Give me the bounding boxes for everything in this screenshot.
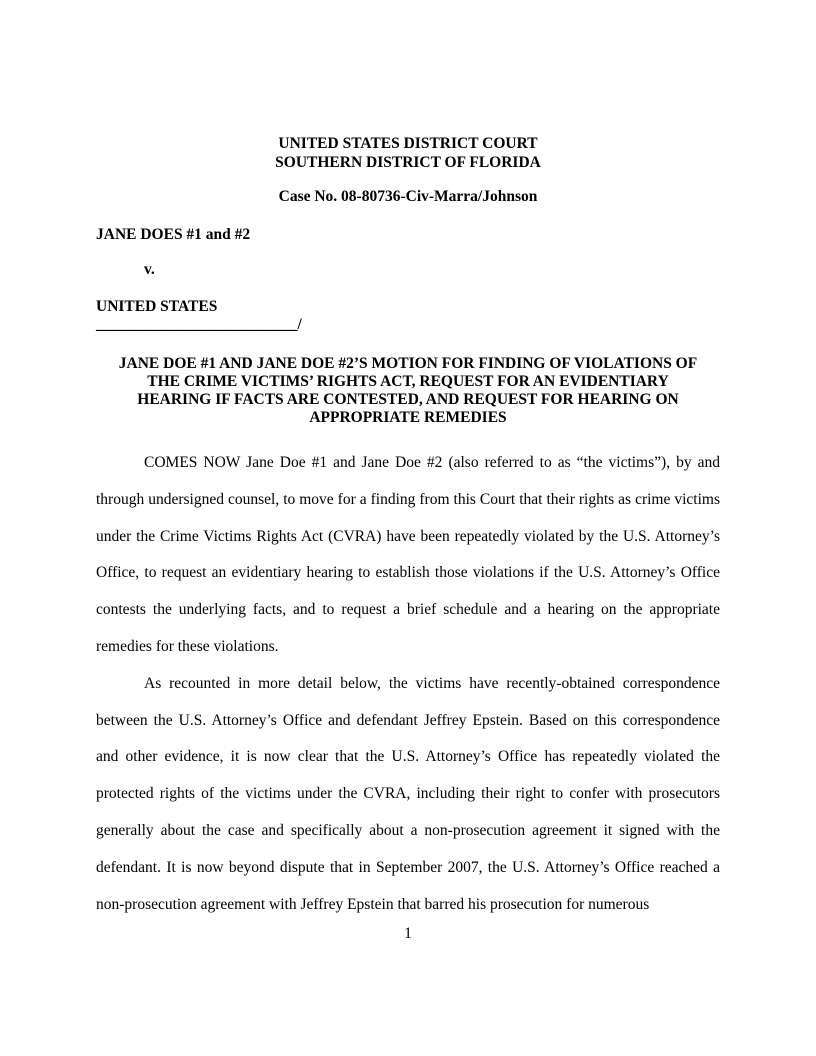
court-heading: [0, 134, 816, 172]
motion-title-line: THE CRIME VICTIMS’ RIGHTS ACT, REQUEST FOR AN EVIDENTIARY: [147, 373, 669, 390]
page-number: 1: [404, 925, 412, 942]
motion-title: [96, 355, 720, 427]
case-number: Case No. 08-80736-Civ-Marra/Johnson: [278, 188, 538, 205]
motion-body: [96, 445, 720, 923]
body-paragraph: COMES NOW Jane Doe #1 and Jane Doe #2 (also referred to as “the victims”), by and through undersigned counsel, to move for a finding from this Court that their rights as crime victims under the Crime Victims Rights Act (CVRA) have been repeatedly violated by the U.S. Attorney’s Office, to request an evidentiary hearing to establish those violations if the U.S. Attorney’s Office contests the underlying facts, and to request a brief schedule and a hearing on the appropriate remedies for these violations.: [96, 454, 720, 655]
caption-signature-line: __________________________/: [96, 316, 302, 333]
versus: v.: [144, 261, 155, 278]
court-name: UNITED STATES DISTRICT COURT: [278, 135, 538, 152]
court-district: SOUTHERN DISTRICT OF FLORIDA: [275, 154, 541, 171]
body-paragraph: As recounted in more detail below, the victims have recently-obtained correspondence between the U.S. Attorney’s Office and defendant Jeffrey Epstein. Based on this correspondence and other evidence, it is now clear that the U.S. Attorney’s Office has repeatedly violated the protected rights of the victims under the CVRA, including their right to confer with prosecutors generally about the case and specifically about a non-prosecution agreement it signed with the defendant. It is now beyond dispute that in September 2007, the U.S. Attorney’s Office reached a non-prosecution agreement with Jeffrey Epstein that barred his prosecution for numerous: [96, 674, 720, 913]
plaintiffs: JANE DOES #1 and #2: [96, 226, 251, 243]
motion-title-line: JANE DOE #1 AND JANE DOE #2’S MOTION FOR FINDING OF VIOLATIONS OF: [118, 355, 698, 372]
defendant: UNITED STATES: [96, 298, 218, 315]
motion-title-line: HEARING IF FACTS ARE CONTESTED, AND REQUEST FOR HEARING ON: [137, 391, 679, 408]
motion-title-line: APPROPRIATE REMEDIES: [309, 409, 507, 426]
